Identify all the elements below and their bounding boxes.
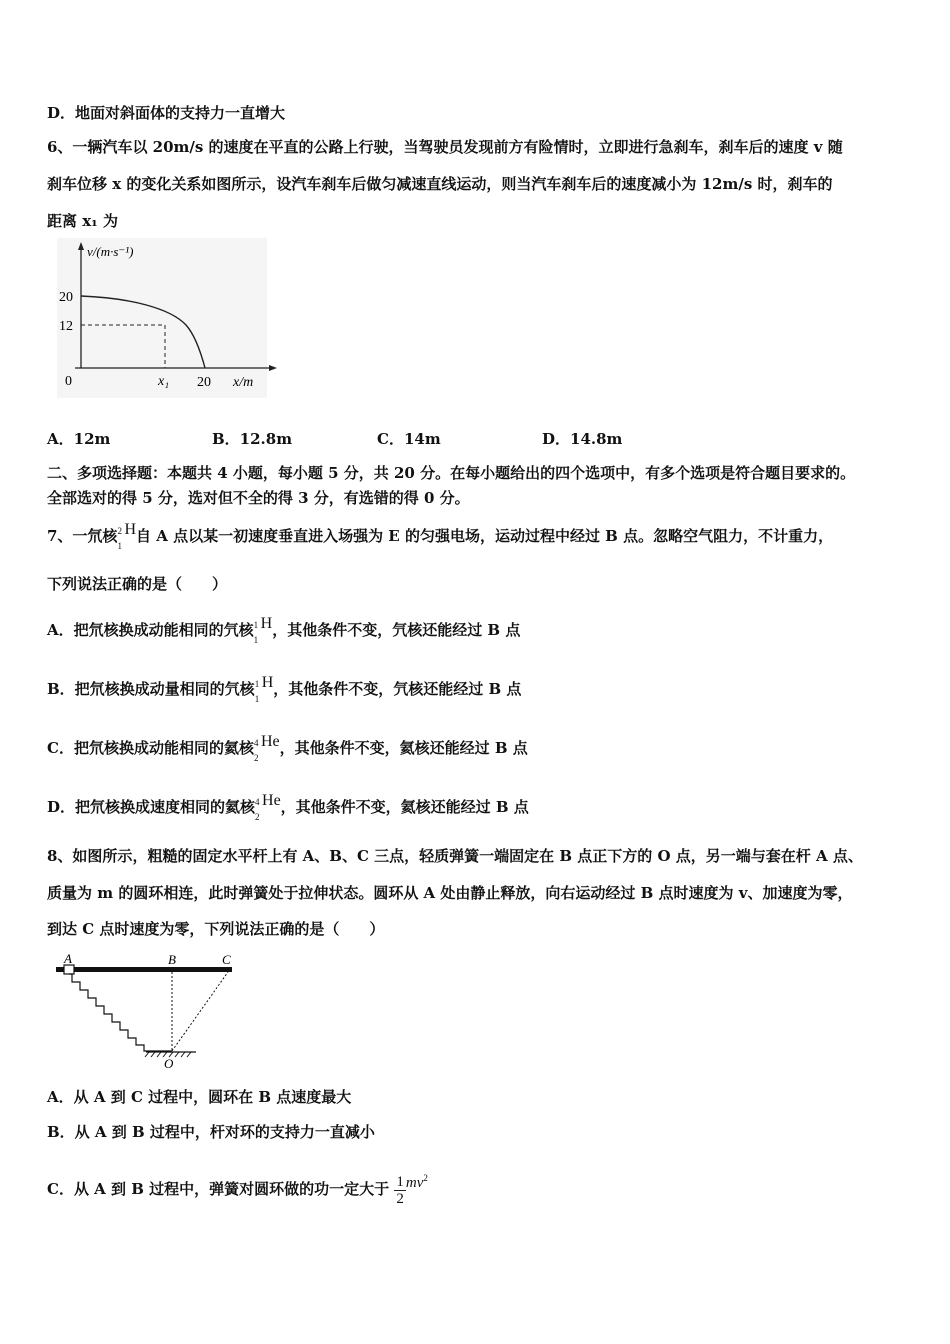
q7-option-c: C．把氘核换成动能相同的氦核 4 2 He，其他条件不变，氦核还能经过 B 点 <box>47 733 528 763</box>
q6-option-a: A．12m <box>47 430 111 448</box>
deuteron-symbol: 2 1 H <box>117 521 136 551</box>
q7-stem-line1: 7、一氘核 2 1 H自 A 点以某一初速度垂直进入场强为 E 的匀强电场，运动过程中经过 B 点。忽略空气阻力，不计重力， <box>47 521 834 551</box>
section2-heading-line1: 二、多项选择题：本题共 4 小题，每小题 5 分，共 20 分。在每小题给出的四个选项中，有多个选项是符合题目要求的。 <box>47 464 856 482</box>
point-c-label: C <box>222 952 231 967</box>
x-axis-label: x/m <box>233 375 254 390</box>
kinetic-energy-term: $mv^2$ <box>405 1173 428 1191</box>
q6-stem-line1: 6、一辆汽车以 20m/s 的速度在平直的公路上行驶，当驾驶员发现前方有险情时，立即进行急刹车，刹车后的速度 v 随 <box>47 138 843 156</box>
one-half-fraction: $\frac{1}{2}$ <box>396 1173 404 1207</box>
q7-option-a: A．把氘核换成动能相同的氕核 1 1 H，其他条件不变，氕核还能经过 B 点 <box>47 615 521 645</box>
q8-option-a: A．从 A 到 C 过程中，圆环在 B 点速度最大 <box>47 1088 352 1106</box>
x-axis-arrow <box>269 365 277 371</box>
tick-x1: x₁ <box>158 374 170 389</box>
q7-stem-line2: 下列说法正确的是（ ） <box>47 575 228 593</box>
point-a-label: A <box>64 951 72 966</box>
q6-option-c: C．14m <box>377 430 441 448</box>
q7-option-b: B．把氘核换成动量相同的氕核 1 1 H，其他条件不变，氕核还能经过 B 点 <box>47 674 522 704</box>
tick-x20: 20 <box>197 375 211 390</box>
q8-stem-line1: 8、如图所示，粗糙的固定水平杆上有 A、B、C 三点，轻质弹簧一端固定在 B 点正下方的 O 点，另一端与套在杆 A 点、 <box>47 847 863 865</box>
point-b-label: B <box>168 952 176 967</box>
q8-stem-line3: 到达 C 点时速度为零，下列说法正确的是（ ） <box>47 920 385 938</box>
q7-option-d: D．把氘核换成速度相同的氦核 4 2 He，其他条件不变，氦核还能经过 B 点 <box>47 792 529 822</box>
spring <box>69 974 172 1051</box>
q8-option-c: C．从 A 到 B 过程中，弹簧对圆环做的功一定大于 $\frac{1}{2}$ $mv^2$ <box>47 1173 428 1207</box>
q8-rod-spring-figure <box>50 950 240 1072</box>
horizontal-rod <box>56 967 232 972</box>
y-axis-label: v/(m·s⁻¹) <box>87 244 134 259</box>
q5-option-d: D．地面对斜面体的支持力一直增大 <box>47 104 286 122</box>
q6-option-d: D．14.8m <box>542 430 623 448</box>
origin-label: 0 <box>65 374 72 389</box>
q8-stem-line2: 质量为 m 的圆环相连，此时弹簧处于拉伸状态。圆环从 A 处由静止释放，向右运动经过 B 点时速度为 v、加速度为零， <box>47 884 853 902</box>
protium-symbol: 1 1 H <box>254 674 274 704</box>
protium-symbol: 1 1 H <box>253 615 273 645</box>
ring <box>64 965 74 974</box>
helium-symbol: 4 2 He <box>253 733 280 763</box>
q6-stem-line3: 距离 x₁ 为 <box>47 212 118 230</box>
q6-option-b: B．12.8m <box>212 430 293 448</box>
point-o-label: O <box>164 1056 174 1071</box>
o-to-c-line <box>172 972 228 1051</box>
section2-heading-line2: 全部选对的得 5 分，选对但不全的得 3 分，有选错的得 0 分。 <box>47 489 470 507</box>
tick-v20: 20 <box>59 290 73 305</box>
q6-velocity-displacement-graph <box>45 238 280 398</box>
q6-stem-line2: 刹车位移 x 的变化关系如图所示，设汽车刹车后做匀减速直线运动，则当汽车刹车后的速度减小为 12m/s 时，刹车的 <box>47 175 833 193</box>
tick-v12: 12 <box>59 319 73 334</box>
helium-symbol: 4 2 He <box>255 792 281 822</box>
q8-option-b: B．从 A 到 B 过程中，杆对环的支持力一直减小 <box>47 1123 375 1141</box>
